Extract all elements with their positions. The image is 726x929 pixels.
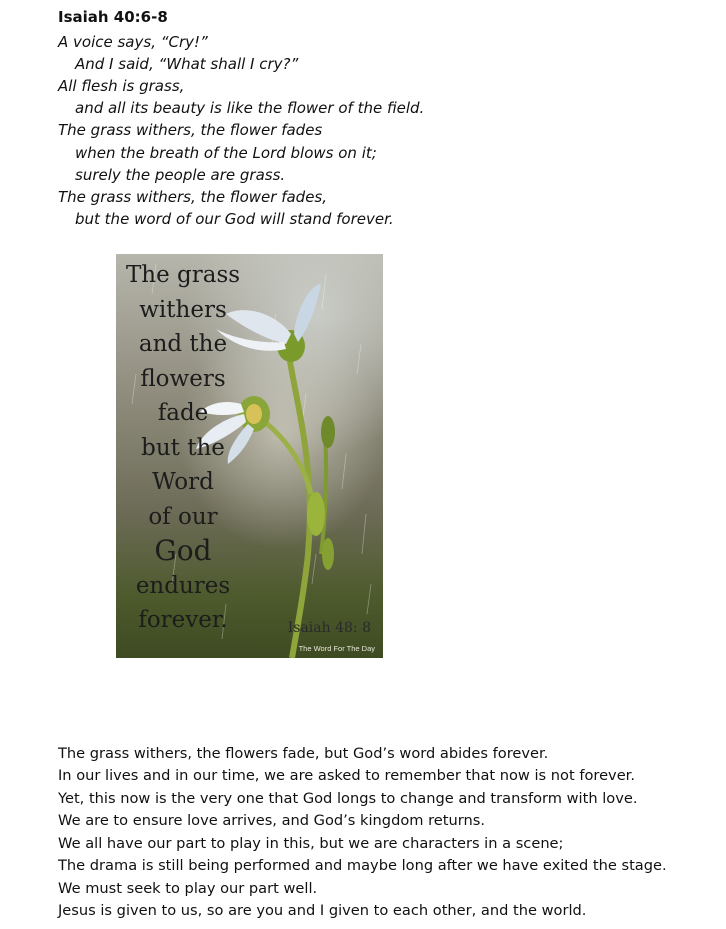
verse-line: but the word of our God will stand forever. (75, 210, 394, 228)
image-credit: The Word For The Day (298, 644, 375, 653)
reflection-line: We are to ensure love arrives, and God’s kingdom returns. (58, 812, 485, 829)
verse-line: when the breath of the Lord blows on it; (75, 144, 377, 162)
verse-line: The grass withers, the flower fades, (58, 188, 328, 206)
verse-line: surely the people are grass. (75, 166, 286, 184)
reflection-line: The grass withers, the flowers fade, but God’s word abides forever. (58, 745, 549, 762)
caption-line: Word (152, 469, 214, 495)
caption-line: God (154, 534, 212, 567)
caption-line: but the (141, 434, 225, 461)
reflection-line: We must seek to play our part well. (58, 880, 318, 897)
flower-stems (254, 349, 335, 658)
caption-line: fade (157, 400, 209, 426)
scripture-reference: Isaiah 40:6-8 (58, 8, 168, 26)
verse-line: A voice says, “Cry!” (58, 33, 208, 51)
caption-line: withers (139, 296, 227, 323)
reflection-line: We all have our part to play in this, but we are characters in a scene; (58, 835, 564, 852)
caption-line: forever. (138, 607, 228, 633)
caption-line: flowers (140, 365, 226, 392)
reflection-line: The drama is still being performed and maybe long after we have exited the stage. (58, 857, 667, 874)
caption-line: and the (138, 331, 228, 357)
verse-line: All flesh is grass, (58, 77, 185, 95)
image-verse-reference: Isaiah 48: 8 (287, 620, 371, 636)
reflection-line: Yet, this now is the very one that God longs to change and transform with love. (58, 790, 638, 807)
caption-line: The grass (125, 262, 241, 288)
reflection-line: In our lives and in our time, we are asked to remember that now is not forever. (58, 767, 635, 784)
verse-line: And I said, “What shall I cry?” (75, 55, 299, 73)
caption-line: endures (135, 572, 231, 599)
reflection-line: Jesus is given to us, so are you and I given to each other, and the world. (58, 902, 587, 919)
verse-line: The grass withers, the flower fades (58, 121, 323, 139)
flower-scripture-image (116, 254, 383, 658)
image-caption (116, 258, 250, 638)
caption-line: of our (148, 503, 218, 530)
verse-line: and all its beauty is like the flower of the field. (75, 99, 425, 117)
